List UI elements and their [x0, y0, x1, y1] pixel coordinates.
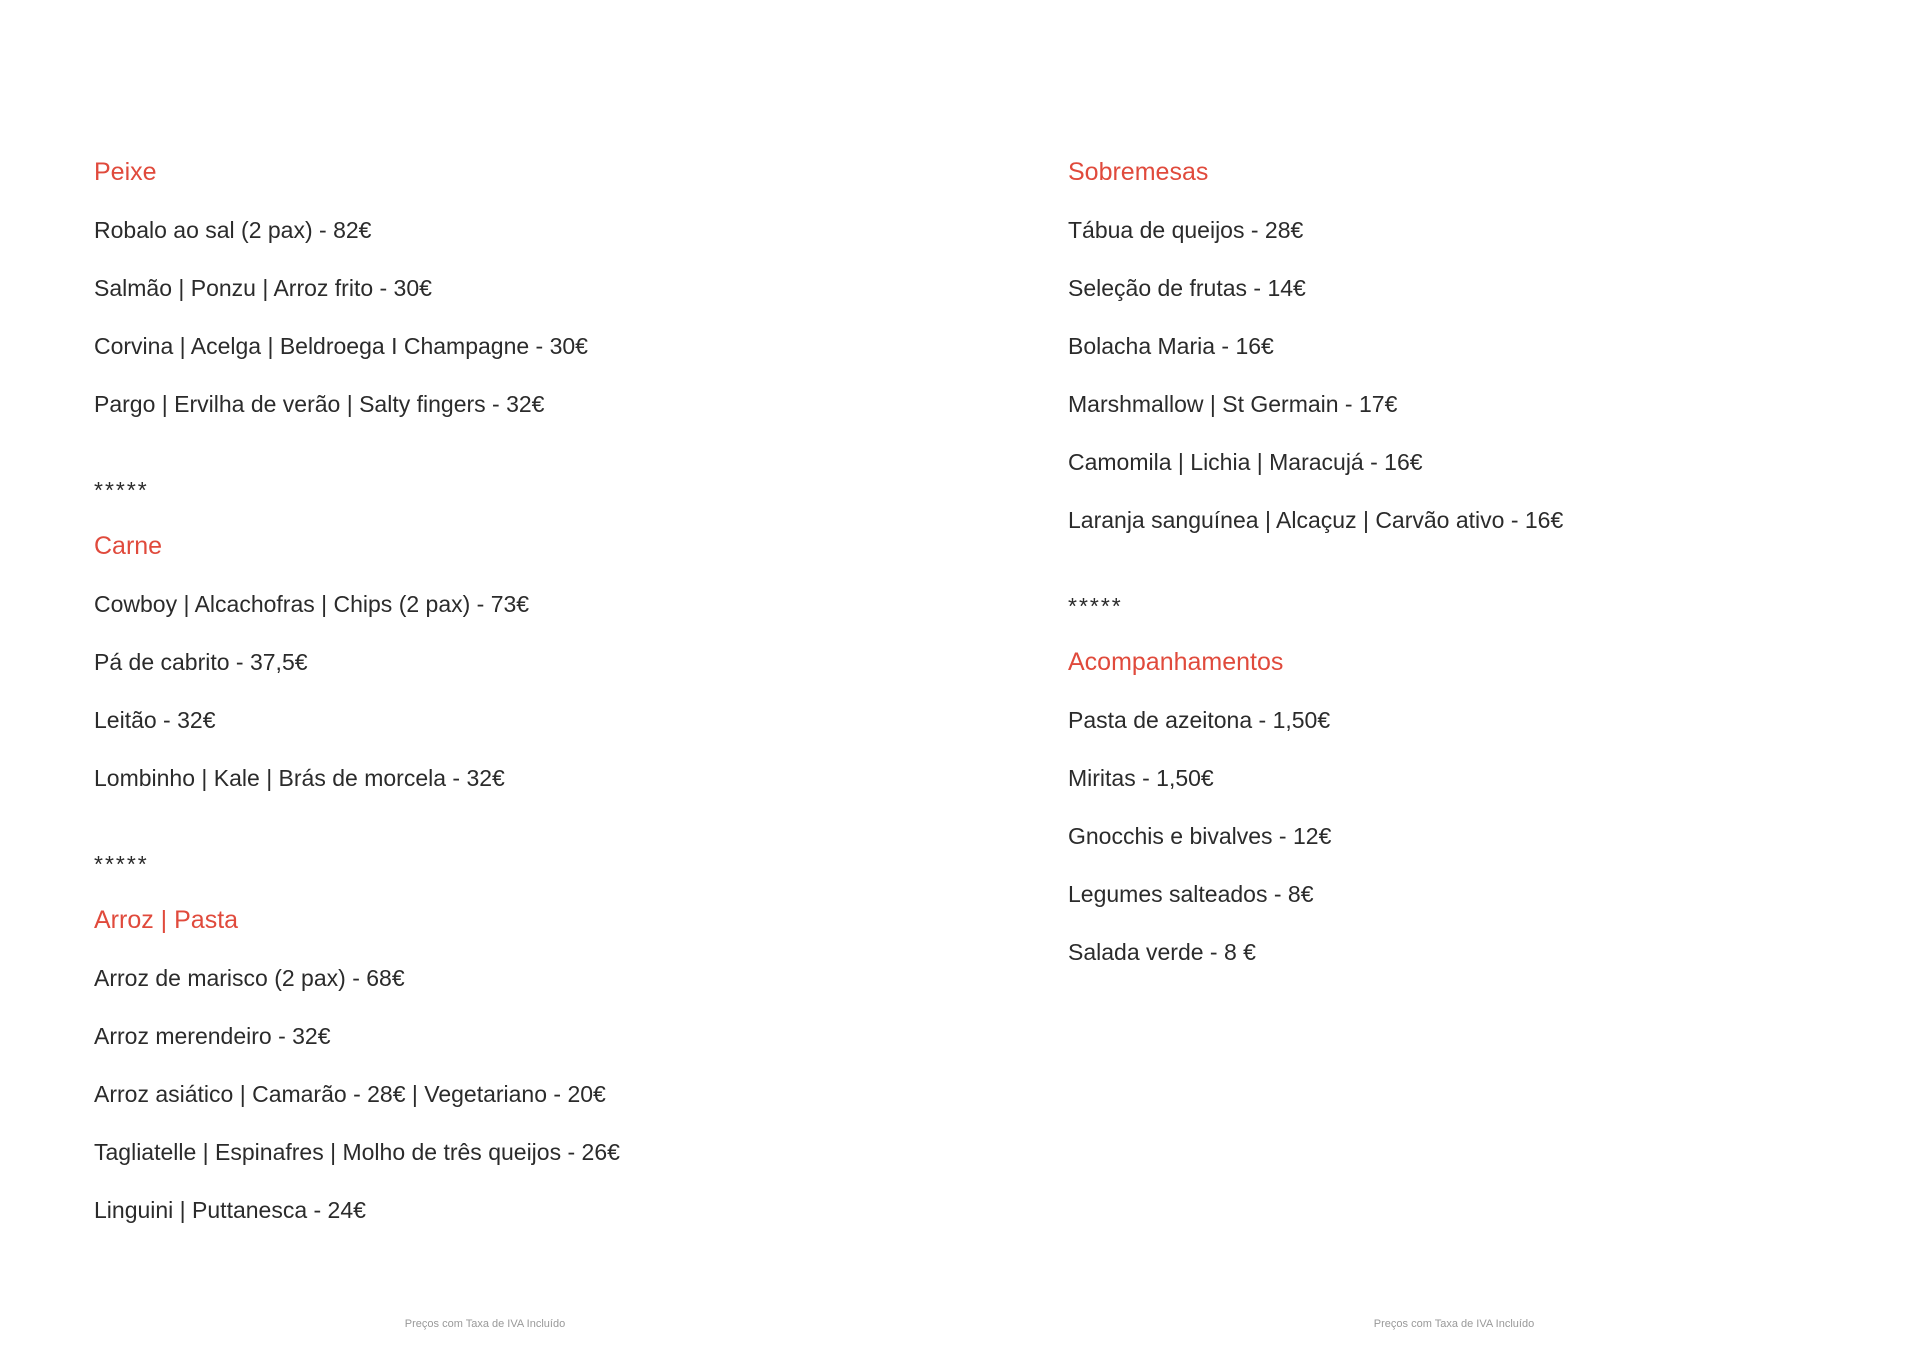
menu-item: Salmão | Ponzu | Arroz frito - 30€: [94, 275, 432, 301]
section-heading: Peixe: [94, 158, 157, 186]
menu-item: Leitão - 32€: [94, 707, 216, 733]
section-separator: *****: [94, 851, 149, 877]
menu-item: Pá de cabrito - 37,5€: [94, 649, 308, 675]
section-separator: *****: [1068, 593, 1123, 619]
section-heading: Carne: [94, 532, 163, 560]
section-separator: *****: [94, 477, 149, 503]
menu-item: Gnocchis e bivalves - 12€: [1068, 823, 1332, 849]
menu-item: Laranja sanguínea | Alcaçuz | Carvão ativo - 16€: [1068, 507, 1564, 533]
menu-item: Corvina | Acelga | Beldroega I Champagne - 30€: [94, 333, 588, 359]
menu-item: Tábua de queijos - 28€: [1068, 217, 1304, 243]
menu-item: Cowboy | Alcachofras | Chips (2 pax) - 73€: [94, 591, 530, 617]
menu-item: Arroz de marisco (2 pax) - 68€: [94, 965, 405, 991]
section-heading: Arroz | Pasta: [94, 906, 239, 934]
menu-item: Marshmallow | St Germain - 17€: [1068, 391, 1398, 417]
menu-section-peixe: [94, 155, 620, 421]
vat-footer-note: Preços com Taxa de IVA Incluído: [404, 1318, 566, 1330]
menu-item: Camomila | Lichia | Maracujá - 16€: [1068, 449, 1423, 475]
menu-item: Seleção de frutas - 14€: [1068, 275, 1306, 301]
vat-footer-note: Preços com Taxa de IVA Incluído: [1373, 1318, 1535, 1330]
menu-item: Salada verde - 8 €: [1068, 939, 1256, 965]
menu-section-sobremesas: [1068, 155, 1563, 537]
menu-item: Arroz asiático | Camarão - 28€ | Vegetariano - 20€: [94, 1081, 606, 1107]
menu-item: Tagliatelle | Espinafres | Molho de três queijos - 26€: [94, 1139, 620, 1165]
menu-content: [94, 155, 620, 1251]
menu-page-right: [960, 0, 1920, 1356]
menu-content: [1068, 155, 1563, 993]
menu-item: Robalo ao sal (2 pax) - 82€: [94, 217, 372, 243]
menu-item: Linguini | Puttanesca - 24€: [94, 1197, 366, 1223]
menu-item: Legumes salteados - 8€: [1068, 881, 1314, 907]
menu-item: Arroz merendeiro - 32€: [94, 1023, 331, 1049]
section-heading: Acompanhamentos: [1068, 648, 1284, 676]
menu-item: Pasta de azeitona - 1,50€: [1068, 707, 1331, 733]
menu-section-acompanhamentos: [1068, 589, 1563, 969]
section-heading: Sobremesas: [1068, 158, 1209, 186]
menu-item: Miritas - 1,50€: [1068, 765, 1214, 791]
menu-item: Lombinho | Kale | Brás de morcela - 32€: [94, 765, 505, 791]
menu-section-carne: [94, 473, 620, 795]
menu-item: Pargo | Ervilha de verão | Salty fingers - 32€: [94, 391, 545, 417]
menu-section-arroz-pasta: [94, 847, 620, 1227]
menu-item: Bolacha Maria - 16€: [1068, 333, 1274, 359]
